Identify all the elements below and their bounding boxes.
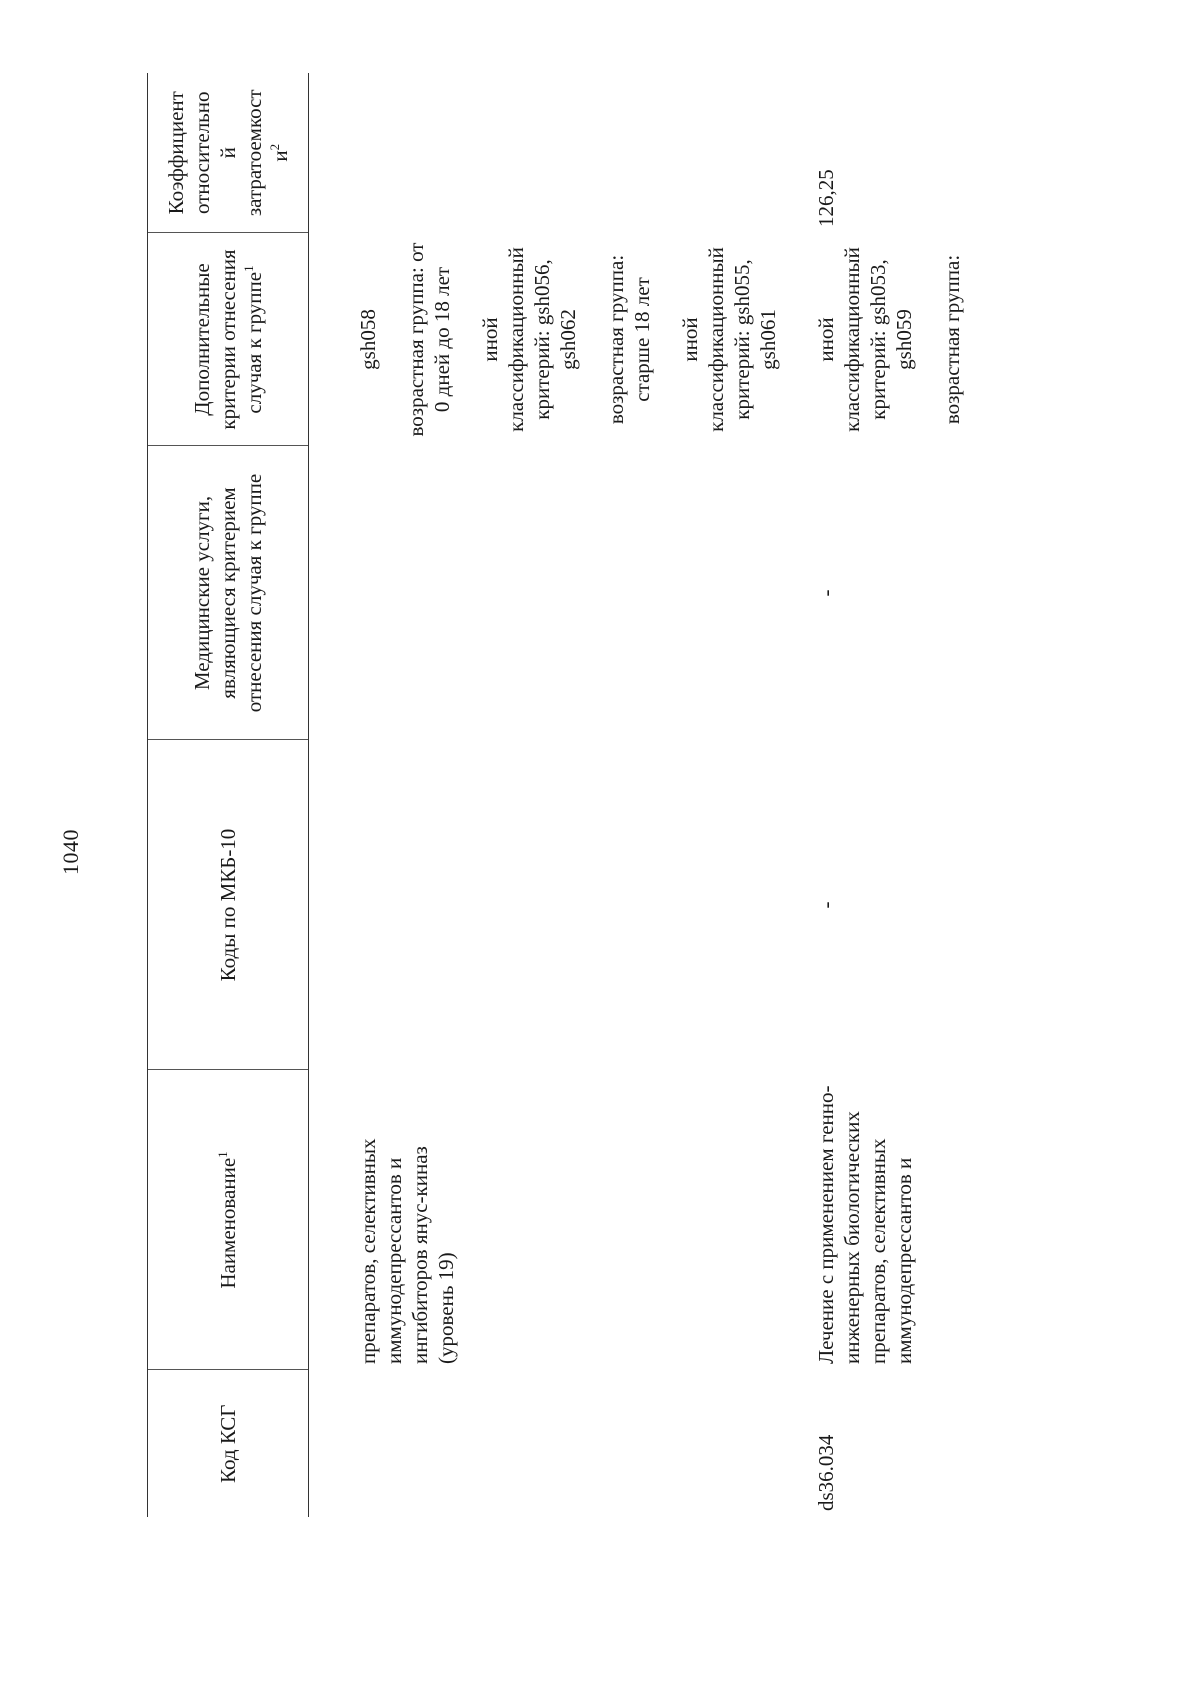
table-row <box>309 73 786 1517</box>
cell-services: - <box>814 589 838 597</box>
table-row <box>785 73 965 1517</box>
cell-coefficient <box>309 73 786 233</box>
cell-code <box>309 1370 786 1517</box>
criterion: возрастная группа: от 0 дней до 18 лет <box>404 242 454 437</box>
cell-coefficient: 126,25 <box>814 169 838 227</box>
cell-name: Лечение с применением генно-инженерных биологических препаратов, селективных иммунодепрессантов и <box>814 1085 916 1364</box>
header-code: Код КСГ <box>148 1370 309 1517</box>
page-number: 1040 <box>58 829 83 875</box>
cell-criteria <box>309 233 786 446</box>
table-header-row <box>148 73 309 1517</box>
cell-code: ds36.034 <box>814 1434 838 1511</box>
cell-name: препаратов, селективных иммунодепрессантов и ингибиторов янус-киназ (уровень 19) <box>356 1138 458 1364</box>
cell-icd <box>309 740 786 1070</box>
criterion: возрастная группа: <box>940 254 964 425</box>
header-extra-footnote: 1 <box>241 265 256 272</box>
criterion: иной классификационный критерий: gsh056, gsh062 <box>478 247 580 432</box>
criterion: иной классификационный критерий: gsh055, gsh061 <box>678 247 780 432</box>
criterion: gsh058 <box>356 309 380 370</box>
header-icd: Коды по МКБ-10 <box>148 740 309 1070</box>
header-name: Наименование$^1$ <box>148 1070 309 1370</box>
criterion: иной классификационный критерий: gsh053, gsh059 <box>814 247 916 432</box>
header-coefficient: Коэффициент относительно й затратоемкост $и^2$ <box>148 73 309 233</box>
cell-criteria <box>785 233 965 446</box>
header-name-footnote: 1 <box>215 1151 230 1158</box>
criterion: возрастная группа: старше 18 лет <box>604 254 654 425</box>
cell-services <box>309 446 786 740</box>
ksg-table <box>147 73 965 1517</box>
header-services: Медицинские услуги, являющиеся критерием отнесения случая к группе <box>148 446 309 740</box>
header-coef-footnote: 2 <box>267 143 282 151</box>
header-extra-criteria: Дополнительные критерии отнесения случая к группе$^1$ <box>148 233 309 446</box>
cell-icd: - <box>814 901 838 909</box>
